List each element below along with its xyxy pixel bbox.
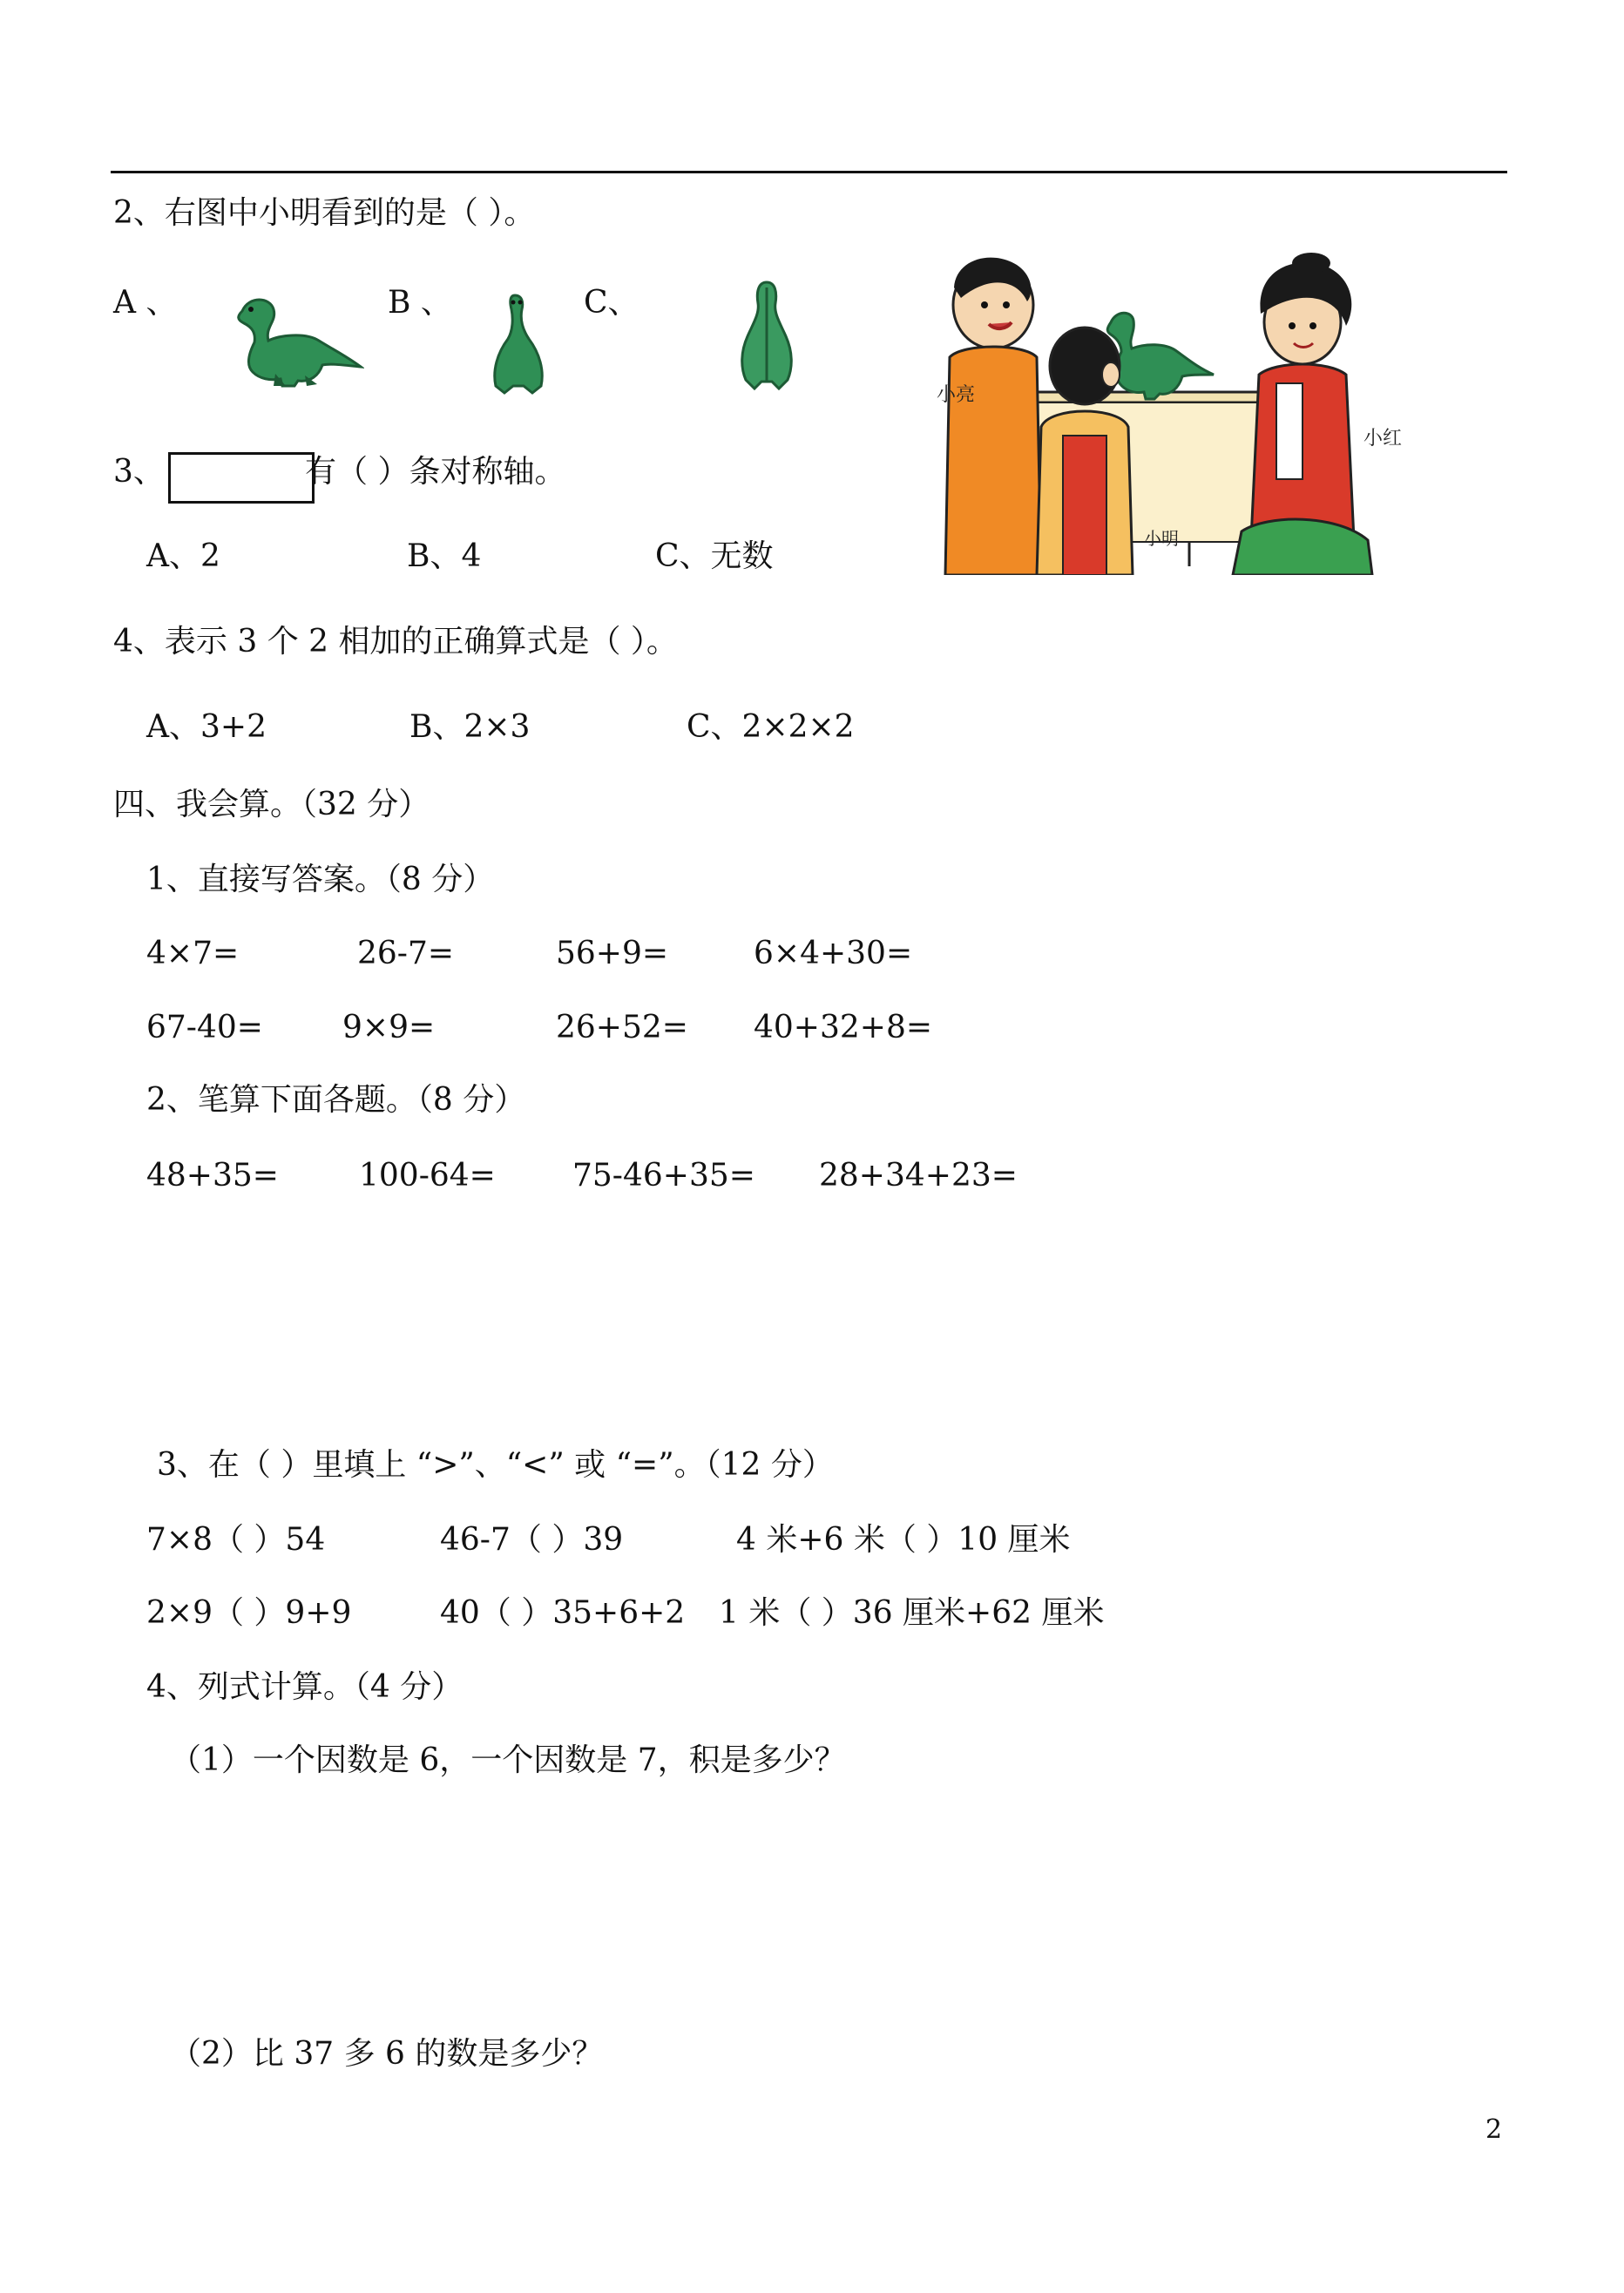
part3-row2-item2: 40（ ）35+6+2: [440, 1595, 686, 1631]
part2-item4: 28+34+23=: [819, 1158, 1018, 1194]
q2-text: 2、右图中小明看到的是（ ）。: [113, 195, 536, 231]
section4-title: 四、我会算。（32 分）: [113, 787, 430, 822]
q3-option-c: C、无数: [655, 538, 774, 574]
page-number: 2: [1485, 2114, 1503, 2145]
q2-option-b: B 、: [388, 285, 452, 321]
part2-title: 2、笔算下面各题。（8 分）: [146, 1082, 526, 1118]
header-rule: [111, 171, 1507, 173]
part1-row2-item4: 40+32+8=: [754, 1010, 933, 1045]
part3-row1-item1: 7×8（ ）54: [146, 1522, 326, 1558]
part4-title: 4、列式计算。（4 分）: [146, 1669, 464, 1705]
q4-option-a: A、3+2: [146, 709, 267, 745]
label-xiaoliang: 小亮: [937, 384, 976, 406]
part2-item1: 48+35=: [146, 1158, 279, 1194]
label-xiaohong: 小红: [1363, 428, 1403, 450]
part1-row2-item3: 26+52=: [556, 1010, 688, 1045]
part3-title: 3、在（ ）里填上 “>”、“<” 或 “=”。（12 分）: [157, 1447, 834, 1483]
dinosaur-side-view-image: [225, 292, 364, 389]
q4-option-c: C、2×2×2: [687, 709, 855, 745]
part3-row2-item3: 1 米（ ）36 厘米+62 厘米: [719, 1595, 1105, 1631]
q2-option-c: C、: [584, 285, 639, 321]
q3-number: 3、: [113, 454, 165, 490]
part1-row1-item4: 6×4+30=: [754, 936, 913, 971]
q3-text: 有（ ）条对称轴。: [305, 454, 566, 490]
part3-row1-item3: 4 米+6 米（ ）10 厘米: [736, 1522, 1071, 1558]
part4-question2: （2）比 37 多 6 的数是多少？: [170, 2036, 604, 2072]
part4-question1: （1）一个因数是 6，一个因数是 7，积是多少？: [170, 1742, 846, 1778]
label-xiaoming: 小明: [1144, 528, 1179, 549]
part3-row2-item1: 2×9（ ）9+9: [146, 1595, 352, 1631]
part1-row1-item1: 4×7=: [146, 936, 240, 971]
part1-title: 1、直接写答案。（8 分）: [146, 862, 495, 897]
part1-row2-item2: 9×9=: [342, 1010, 436, 1045]
q3-option-b: B、4: [407, 538, 482, 574]
q4-option-b: B、2×3: [409, 709, 531, 745]
rectangle-figure: [168, 452, 315, 504]
q4-text: 4、表示 3 个 2 相加的正确算式是（ ）。: [113, 624, 678, 659]
dinosaur-front-view-image: [484, 292, 553, 396]
part1-row1-item3: 56+9=: [556, 936, 669, 971]
q3-option-a: A、2: [146, 538, 220, 574]
part2-item2: 100-64=: [359, 1158, 496, 1194]
part1-row2-item1: 67-40=: [146, 1010, 263, 1045]
part3-row1-item2: 46-7（ ）39: [440, 1522, 624, 1558]
children-dinosaur-illustration: [937, 253, 1403, 575]
q2-option-a: A 、: [113, 285, 178, 321]
part1-row1-item2: 26-7=: [357, 936, 455, 971]
part2-item3: 75-46+35=: [572, 1158, 755, 1194]
dinosaur-back-view-image: [732, 279, 802, 392]
